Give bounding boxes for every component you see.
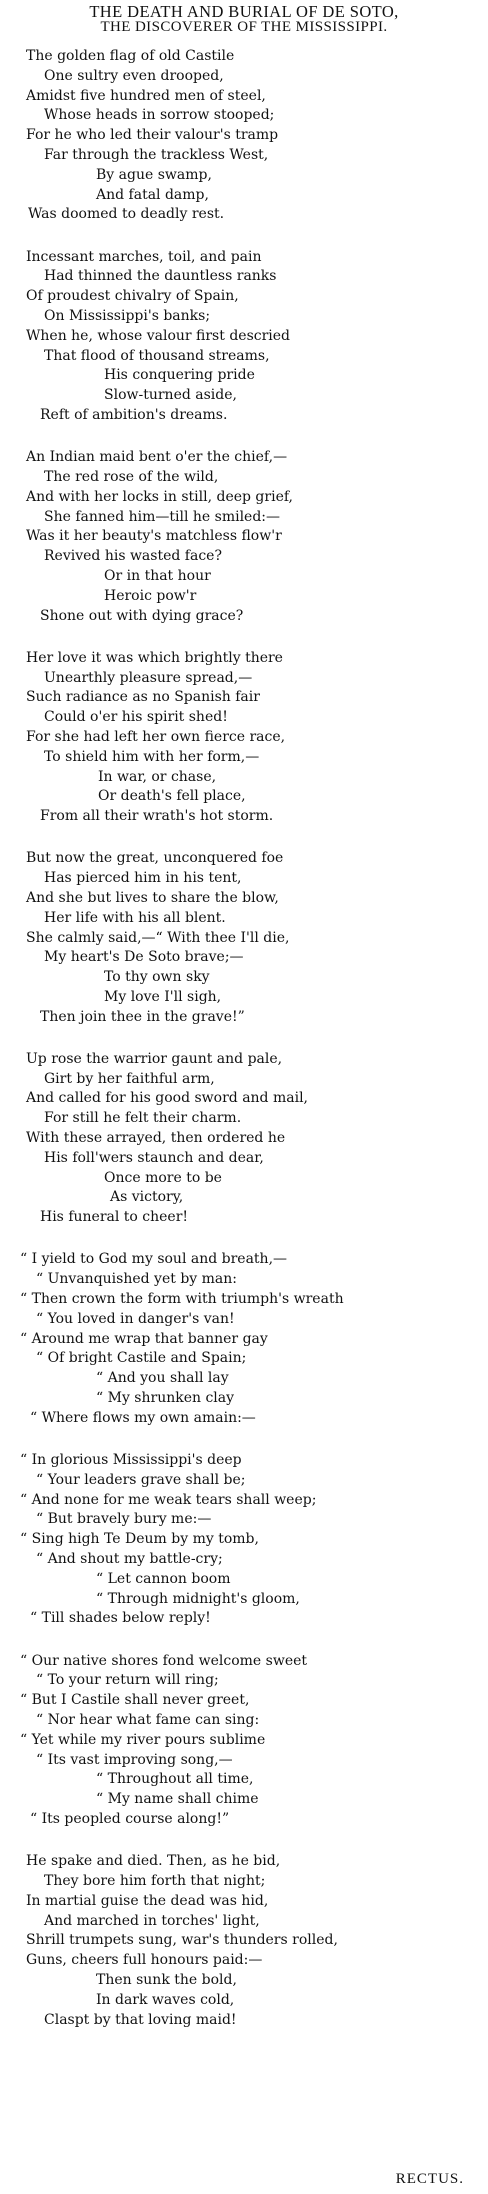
poem-line: To shield him with her form,— <box>44 748 260 765</box>
poem-line: “ Sing high Te Deum by my tomb, <box>20 1531 259 1548</box>
poem-line: “ But bravely bury me:— <box>36 1511 212 1528</box>
poem-line: Could o'er his spirit shed! <box>44 709 228 726</box>
poem-line: By ague swamp, <box>96 166 212 183</box>
poem-line: With these arrayed, then ordered he <box>26 1130 286 1147</box>
poem-line: “ Around me wrap that banner gay <box>20 1330 268 1347</box>
poem-line: From all their wrath's hot storm. <box>40 808 274 825</box>
poem-line: Has pierced him in his tent, <box>44 870 242 887</box>
poem-line: And called for his good sword and mail, <box>26 1090 308 1107</box>
poem-line: Amidst five hundred men of steel, <box>26 87 266 104</box>
poem-line: “ Through midnight's gloom, <box>96 1590 300 1607</box>
poem-line: “ My shrunken clay <box>96 1390 235 1407</box>
poem-line: She calmly said,—“ With thee I'll die, <box>26 929 290 946</box>
poem-line: “ And you shall lay <box>96 1370 229 1387</box>
stanza <box>0 849 488 1027</box>
poem-line: Slow-turned aside, <box>104 387 237 404</box>
poem-line: Reft of ambition's dreams. <box>40 407 228 423</box>
stanza <box>0 1451 488 1629</box>
poem-line: Her life with his all blent. <box>44 909 226 926</box>
poem-line: Was it her beauty's matchless flow'r <box>26 528 282 545</box>
stanza <box>0 248 488 426</box>
poem-line: “ Its vast improving song,— <box>36 1751 233 1768</box>
poem-line: Shone out with dying grace? <box>40 607 244 624</box>
poem-line: “ Your leaders grave shall be; <box>36 1471 246 1488</box>
poem-line: Of proudest chivalry of Spain, <box>26 288 239 305</box>
poem-line: An Indian maid bent o'er the chief,— <box>26 449 288 466</box>
poem-line: That flood of thousand streams, <box>44 347 270 364</box>
poem-line: “ But I Castile shall never greet, <box>20 1692 250 1709</box>
poem-line: “ Unvanquished yet by man: <box>36 1271 237 1288</box>
poem-line: “ And none for me weak tears shall weep; <box>20 1491 317 1508</box>
poem-body <box>0 47 488 2030</box>
poem-line: And with her locks in still, deep grief, <box>26 488 293 505</box>
poem-line: Once more to be <box>104 1169 222 1186</box>
poem-line: To thy own sky <box>104 969 210 986</box>
poem-line: “ Then crown the form with triumph's wreath <box>20 1291 344 1308</box>
poem-line: And marched in torches' light, <box>44 1912 260 1929</box>
poem-line: His conquering pride <box>104 367 255 384</box>
poem-line: Revived his wasted face? <box>44 548 222 565</box>
poem-line: But now the great, unconquered foe <box>26 850 284 867</box>
poem-line: Her love it was which brightly there <box>26 649 283 666</box>
poem-line: Girt by her faithful arm, <box>44 1070 215 1087</box>
poem-line: In war, or chase, <box>98 768 217 785</box>
poem-line: Such radiance as no Spanish fair <box>26 689 260 706</box>
poem-line: My love I'll sigh, <box>104 988 222 1005</box>
stanza <box>0 448 488 626</box>
poem-line: He spake and died. Then, as he bid, <box>26 1853 281 1870</box>
title-line-1: THE DEATH AND BURIAL OF DE SOTO, <box>89 2 399 21</box>
poem-line: His funeral to cheer! <box>40 1209 189 1226</box>
poem-line: My heart's De Soto brave;— <box>44 949 244 966</box>
poem-line: And she but lives to share the blow, <box>26 889 279 906</box>
poem-line: Then sunk the bold, <box>96 1971 237 1988</box>
title-line-2: THE DISCOVERER OF THE MISSISSIPPI. <box>100 19 388 36</box>
poem-line: Heroic pow'r <box>104 587 197 604</box>
poem-line: Or death's fell place, <box>98 788 246 805</box>
stanza <box>0 1250 488 1428</box>
poem-line: Unearthly pleasure spread,— <box>44 669 253 686</box>
poem-line: Was doomed to deadly rest. <box>28 206 225 223</box>
poem-title <box>0 0 488 36</box>
stanza <box>0 1652 488 1830</box>
poem-line: Guns, cheers full honours paid:— <box>26 1952 263 1969</box>
stanza <box>0 47 488 225</box>
poem-line: His foll'wers staunch and dear, <box>44 1149 264 1166</box>
poem-line: Whose heads in sorrow stooped; <box>44 107 275 124</box>
poem-line: They bore him forth that night; <box>44 1872 266 1889</box>
poem-line: The golden flag of old Castile <box>26 48 235 65</box>
stanza <box>0 649 488 827</box>
poem-line: For still he felt their charm. <box>44 1110 242 1127</box>
poem-line: For he who led their valour's tramp <box>26 127 279 144</box>
poem-line: Shrill trumpets sung, war's thunders rolled, <box>26 1932 338 1949</box>
poem-line: Up rose the warrior gaunt and pale, <box>26 1050 283 1067</box>
poem-line: “ I yield to God my soul and breath,— <box>20 1251 288 1268</box>
poem-line: “ My name shall chime <box>96 1791 259 1808</box>
poem-line: “ Our native shores fond welcome sweet <box>20 1652 308 1669</box>
poem-line: Incessant marches, toil, and pain <box>26 248 262 265</box>
poem-line: “ Nor hear what fame can sing: <box>36 1711 260 1728</box>
poem-line: “ You loved in danger's van! <box>36 1310 235 1327</box>
poem-line: “ Its peopled course along!” <box>30 1810 230 1827</box>
poem-line: Then join thee in the grave!” <box>40 1008 245 1025</box>
poem-line: And fatal damp, <box>96 186 209 203</box>
poem-line: For she had left her own fierce race, <box>26 728 286 745</box>
poem-line: “ In glorious Mississippi's deep <box>20 1452 242 1468</box>
poem-line: Claspt by that loving maid! <box>44 2011 237 2028</box>
poem-line: She fanned him—till he smiled:— <box>44 508 281 525</box>
poem-line: Or in that hour <box>104 567 211 584</box>
poem-line: Had thinned the dauntless ranks <box>44 268 277 285</box>
poem-line: On Mississippi's banks; <box>44 308 211 325</box>
poem-line: “ Let cannon boom <box>96 1570 231 1587</box>
poem-line: “ And shout my battle-cry; <box>36 1550 223 1567</box>
poem-line: In martial guise the dead was hid, <box>26 1892 269 1909</box>
poem-line: Far through the trackless West, <box>44 147 269 164</box>
poem-line: In dark waves cold, <box>96 1991 235 2008</box>
poem-line: “ Till shades below reply! <box>30 1610 211 1627</box>
stanza <box>0 1050 488 1228</box>
poem-line: As victory, <box>110 1189 184 1206</box>
stanza <box>0 1852 488 2030</box>
poem-line: “ Of bright Castile and Spain; <box>36 1350 247 1367</box>
poem-line: “ Throughout all time, <box>96 1771 254 1788</box>
poem-line: One sultry even drooped, <box>44 67 224 84</box>
poem-line: “ Yet while my river pours sublime <box>20 1731 266 1748</box>
poem-line: “ Where flows my own amain:— <box>30 1409 256 1426</box>
poem-line: When he, whose valour first descried <box>26 327 291 344</box>
author-signature: RECTUS. <box>395 2171 464 2187</box>
poem-line: “ To your return will ring; <box>36 1672 219 1689</box>
poem-line: The red rose of the wild, <box>44 468 219 485</box>
